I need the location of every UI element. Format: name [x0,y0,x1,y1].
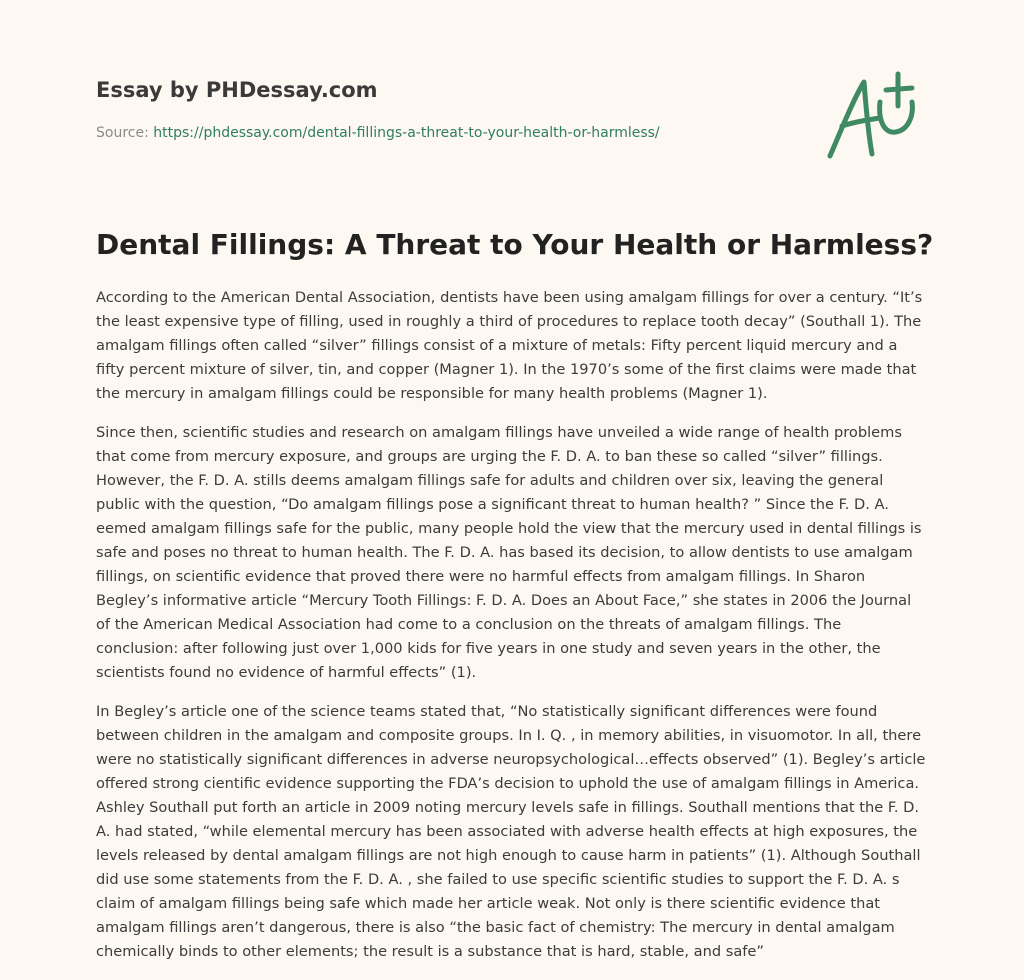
article-body [96,286,928,979]
article-title: Dental Fillings: A Threat to Your Health or Harmless? [96,228,934,261]
source-link[interactable]: https://phdessay.com/dental-fillings-a-threat-to-your-health-or-harmless/ [153,125,660,141]
page-header [96,76,796,142]
a-plus-logo-icon [820,68,930,164]
source-line [96,124,796,142]
article-paragraph: Since then, scientific studies and research on amalgam fillings have unveiled a wide range of health problems that come from mercury exposure, and groups are urging the F. D. A. to ban these so called “silver” fillings. However, the F. D. A. stills deems amalgam fillings safe for adults and children over six, leaving the general public with the question, “Do amalgam fillings pose a significant threat to human health? ” Since the F. D. A. eemed amalgam fillings safe for the public, many people hold the view that the mercury used in dental fillings is safe and poses no threat to human health. The F. D. A. has based its decision, to allow dentists to use amalgam fillings, on scientific evidence that proved there were no harmful effects from amalgam fillings. In Sharon Begley’s informative article “Mercury Tooth Fillings: F. D. A. Does an About Face,” she states in 2006 the Journal of the American Medical Association had come to a conclusion on the threats of amalgam fillings. The conclusion: after following just over 1,000 kids for five years in one study and seven years in the other, the scientists found no evidence of harmful effects” (1). [96,424,922,681]
source-label: Source: [96,125,149,141]
brand-title: Essay by PHDessay.com [96,78,378,102]
article-paragraph: In Begley’s article one of the science teams stated that, “No statistically significant differences were found between children in the amalgam and composite groups. In I. Q. , in memory abilities, in visuomotor. In all, there were no statistically significant differences in adverse neuropsychological…effects observed” (1). Begley’s article offered strong cientific evidence supporting the FDA’s decision to uphold the use of amalgam fillings in America. Ashley Southall put forth an article in 2009 noting mercury levels safe in fillings. Southall mentions that the F. D. A. had stated, “while elemental mercury has been associated with adverse health effects at high exposures, the levels released by dental amalgam fillings are not high enough to cause harm in patients” (1). Although Southall did use some statements from the F. D. A. , she failed to use specific scientific studies to support the F. D. A. s claim of amalgam fillings being safe which made her article weak. Not only is there scientific evidence that amalgam fillings aren’t dangerous, there is also “the basic fact of chemistry: The mercury in dental amalgam chemically binds to other elements; the result is a substance that is hard, stable, and safe” [96,703,926,960]
article-paragraph: According to the American Dental Association, dentists have been using amalgam fillings for over a century. “It’s the least expensive type of filling, used in roughly a third of procedures to replace tooth decay” (Southall 1). The amalgam fillings often called “silver” fillings consist of a mixture of metals: Fifty percent liquid mercury and a fifty percent mixture of silver, tin, and copper (Magner 1). In the 1970’s some of the first claims were made that the mercury in amalgam fillings could be responsible for many health problems (Magner 1). [96,289,923,402]
